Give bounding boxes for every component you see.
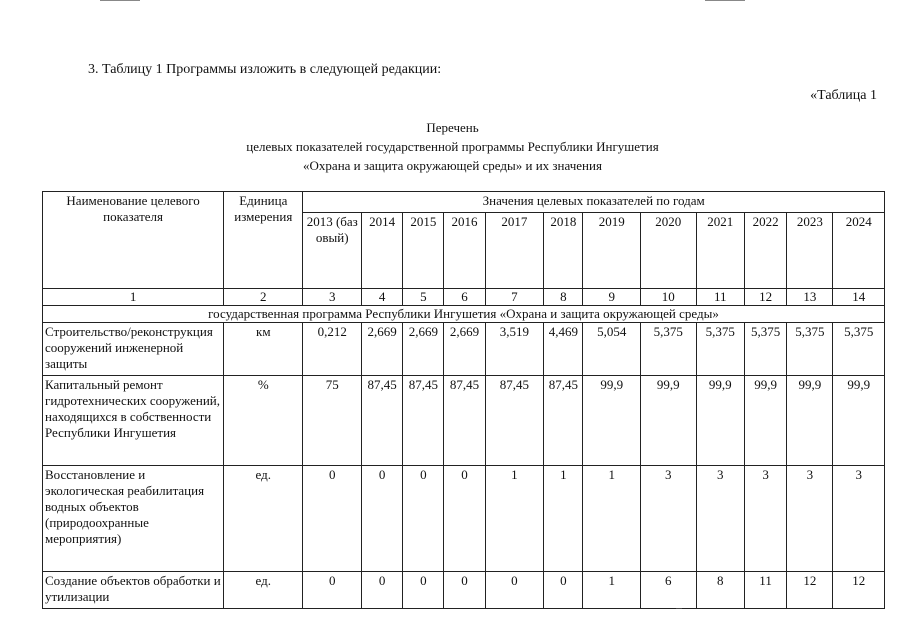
value-cell: 3 bbox=[641, 466, 697, 572]
column-number: 4 bbox=[362, 289, 403, 306]
top-scan-mark bbox=[705, 0, 745, 1]
column-number: 7 bbox=[485, 289, 544, 306]
value-cell: 12 bbox=[787, 572, 833, 609]
value-cell: 2,669 bbox=[362, 323, 403, 376]
title-line: целевых показателей государственной программы Республики Ингушетия bbox=[246, 139, 659, 154]
value-cell: 2,669 bbox=[403, 323, 444, 376]
table-reference: «Таблица 1 bbox=[810, 88, 877, 103]
value-cell: 5,375 bbox=[744, 323, 786, 376]
column-number: 12 bbox=[744, 289, 786, 306]
header-name: Наименование целевого показателя bbox=[43, 192, 224, 289]
value-cell: 5,375 bbox=[833, 323, 885, 376]
intro-paragraph: 3. Таблицу 1 Программы изложить в следующей редакции: bbox=[88, 62, 442, 77]
table-row bbox=[43, 466, 885, 572]
value-cell: 87,45 bbox=[544, 376, 583, 466]
header-year: 2013 (базовый) bbox=[303, 213, 362, 289]
value-cell: 2,669 bbox=[444, 323, 485, 376]
value-cell: 5,375 bbox=[641, 323, 697, 376]
top-scan-mark bbox=[100, 0, 140, 1]
value-cell: 3 bbox=[696, 466, 744, 572]
indicator-name: Строительство/реконструкция сооружений инженерной защиты bbox=[43, 323, 224, 376]
value-cell: 5,375 bbox=[696, 323, 744, 376]
value-cell: 99,9 bbox=[696, 376, 744, 466]
document-title bbox=[0, 118, 905, 175]
value-cell: 0 bbox=[485, 572, 544, 609]
title-line: Перечень bbox=[426, 120, 479, 135]
value-cell: 1 bbox=[583, 466, 641, 572]
value-cell: 1 bbox=[485, 466, 544, 572]
header-row bbox=[43, 192, 885, 213]
table-row bbox=[43, 572, 885, 609]
header-year: 2016 bbox=[444, 213, 485, 289]
indicator-name: Капитальный ремонт гидротехнических сооружений, находящихся в собственности Республики Ингушетия bbox=[43, 376, 224, 466]
value-cell: 8 bbox=[696, 572, 744, 609]
header-year: 2014 bbox=[362, 213, 403, 289]
value-cell: 99,9 bbox=[833, 376, 885, 466]
value-cell: 0,212 bbox=[303, 323, 362, 376]
value-cell: 0 bbox=[303, 466, 362, 572]
value-cell: 3,519 bbox=[485, 323, 544, 376]
header-year: 2021 bbox=[696, 213, 744, 289]
header-year: 2020 bbox=[641, 213, 697, 289]
value-cell: 87,45 bbox=[444, 376, 485, 466]
value-cell: 4,469 bbox=[544, 323, 583, 376]
value-cell: 5,375 bbox=[787, 323, 833, 376]
indicator-name: Создание объектов обработки и утилизации bbox=[43, 572, 224, 609]
column-number: 8 bbox=[544, 289, 583, 306]
header-year: 2022 bbox=[744, 213, 786, 289]
column-number: 11 bbox=[696, 289, 744, 306]
value-cell: 3 bbox=[833, 466, 885, 572]
value-cell: 0 bbox=[444, 466, 485, 572]
header-year: 2018 bbox=[544, 213, 583, 289]
indicator-unit: ед. bbox=[224, 466, 303, 572]
value-cell: 0 bbox=[403, 572, 444, 609]
table-row bbox=[43, 323, 885, 376]
value-cell: 99,9 bbox=[583, 376, 641, 466]
value-cell: 87,45 bbox=[362, 376, 403, 466]
table-row bbox=[43, 376, 885, 466]
indicator-name: Восстановление и экологическая реабилитация водных объектов (природоохранные мероприятия) bbox=[43, 466, 224, 572]
value-cell: 3 bbox=[787, 466, 833, 572]
header-year: 2023 bbox=[787, 213, 833, 289]
indicators-table bbox=[42, 191, 885, 609]
value-cell: 0 bbox=[544, 572, 583, 609]
header-year: 2015 bbox=[403, 213, 444, 289]
value-cell: 5,054 bbox=[583, 323, 641, 376]
value-cell: 12 bbox=[833, 572, 885, 609]
value-cell: 0 bbox=[444, 572, 485, 609]
page-dash-mark bbox=[676, 608, 682, 609]
value-cell: 0 bbox=[362, 572, 403, 609]
value-cell: 0 bbox=[362, 466, 403, 572]
title-line: «Охрана и защита окружающей среды» и их значения bbox=[303, 158, 602, 173]
value-cell: 99,9 bbox=[787, 376, 833, 466]
section-row bbox=[43, 306, 885, 323]
value-cell: 0 bbox=[303, 572, 362, 609]
value-cell: 3 bbox=[744, 466, 786, 572]
column-number: 9 bbox=[583, 289, 641, 306]
column-number: 3 bbox=[303, 289, 362, 306]
column-number: 5 bbox=[403, 289, 444, 306]
section-title: государственная программа Республики Ингушетия «Охрана и защита окружающей среды» bbox=[43, 306, 885, 323]
header-year: 2017 bbox=[485, 213, 544, 289]
column-number: 10 bbox=[641, 289, 697, 306]
value-cell: 99,9 bbox=[744, 376, 786, 466]
value-cell: 1 bbox=[583, 572, 641, 609]
indicator-unit: км bbox=[224, 323, 303, 376]
column-number-row bbox=[43, 289, 885, 306]
column-number: 2 bbox=[224, 289, 303, 306]
value-cell: 0 bbox=[403, 466, 444, 572]
column-number: 1 bbox=[43, 289, 224, 306]
value-cell: 11 bbox=[744, 572, 786, 609]
header-year: 2024 bbox=[833, 213, 885, 289]
indicator-unit: ед. bbox=[224, 572, 303, 609]
value-cell: 87,45 bbox=[485, 376, 544, 466]
value-cell: 87,45 bbox=[403, 376, 444, 466]
header-unit: Единица измерения bbox=[224, 192, 303, 289]
value-cell: 99,9 bbox=[641, 376, 697, 466]
indicator-unit: % bbox=[224, 376, 303, 466]
column-number: 13 bbox=[787, 289, 833, 306]
header-year: 2019 bbox=[583, 213, 641, 289]
column-number: 6 bbox=[444, 289, 485, 306]
value-cell: 75 bbox=[303, 376, 362, 466]
header-values-by-year: Значения целевых показателей по годам bbox=[303, 192, 885, 213]
column-number: 14 bbox=[833, 289, 885, 306]
value-cell: 1 bbox=[544, 466, 583, 572]
value-cell: 6 bbox=[641, 572, 697, 609]
